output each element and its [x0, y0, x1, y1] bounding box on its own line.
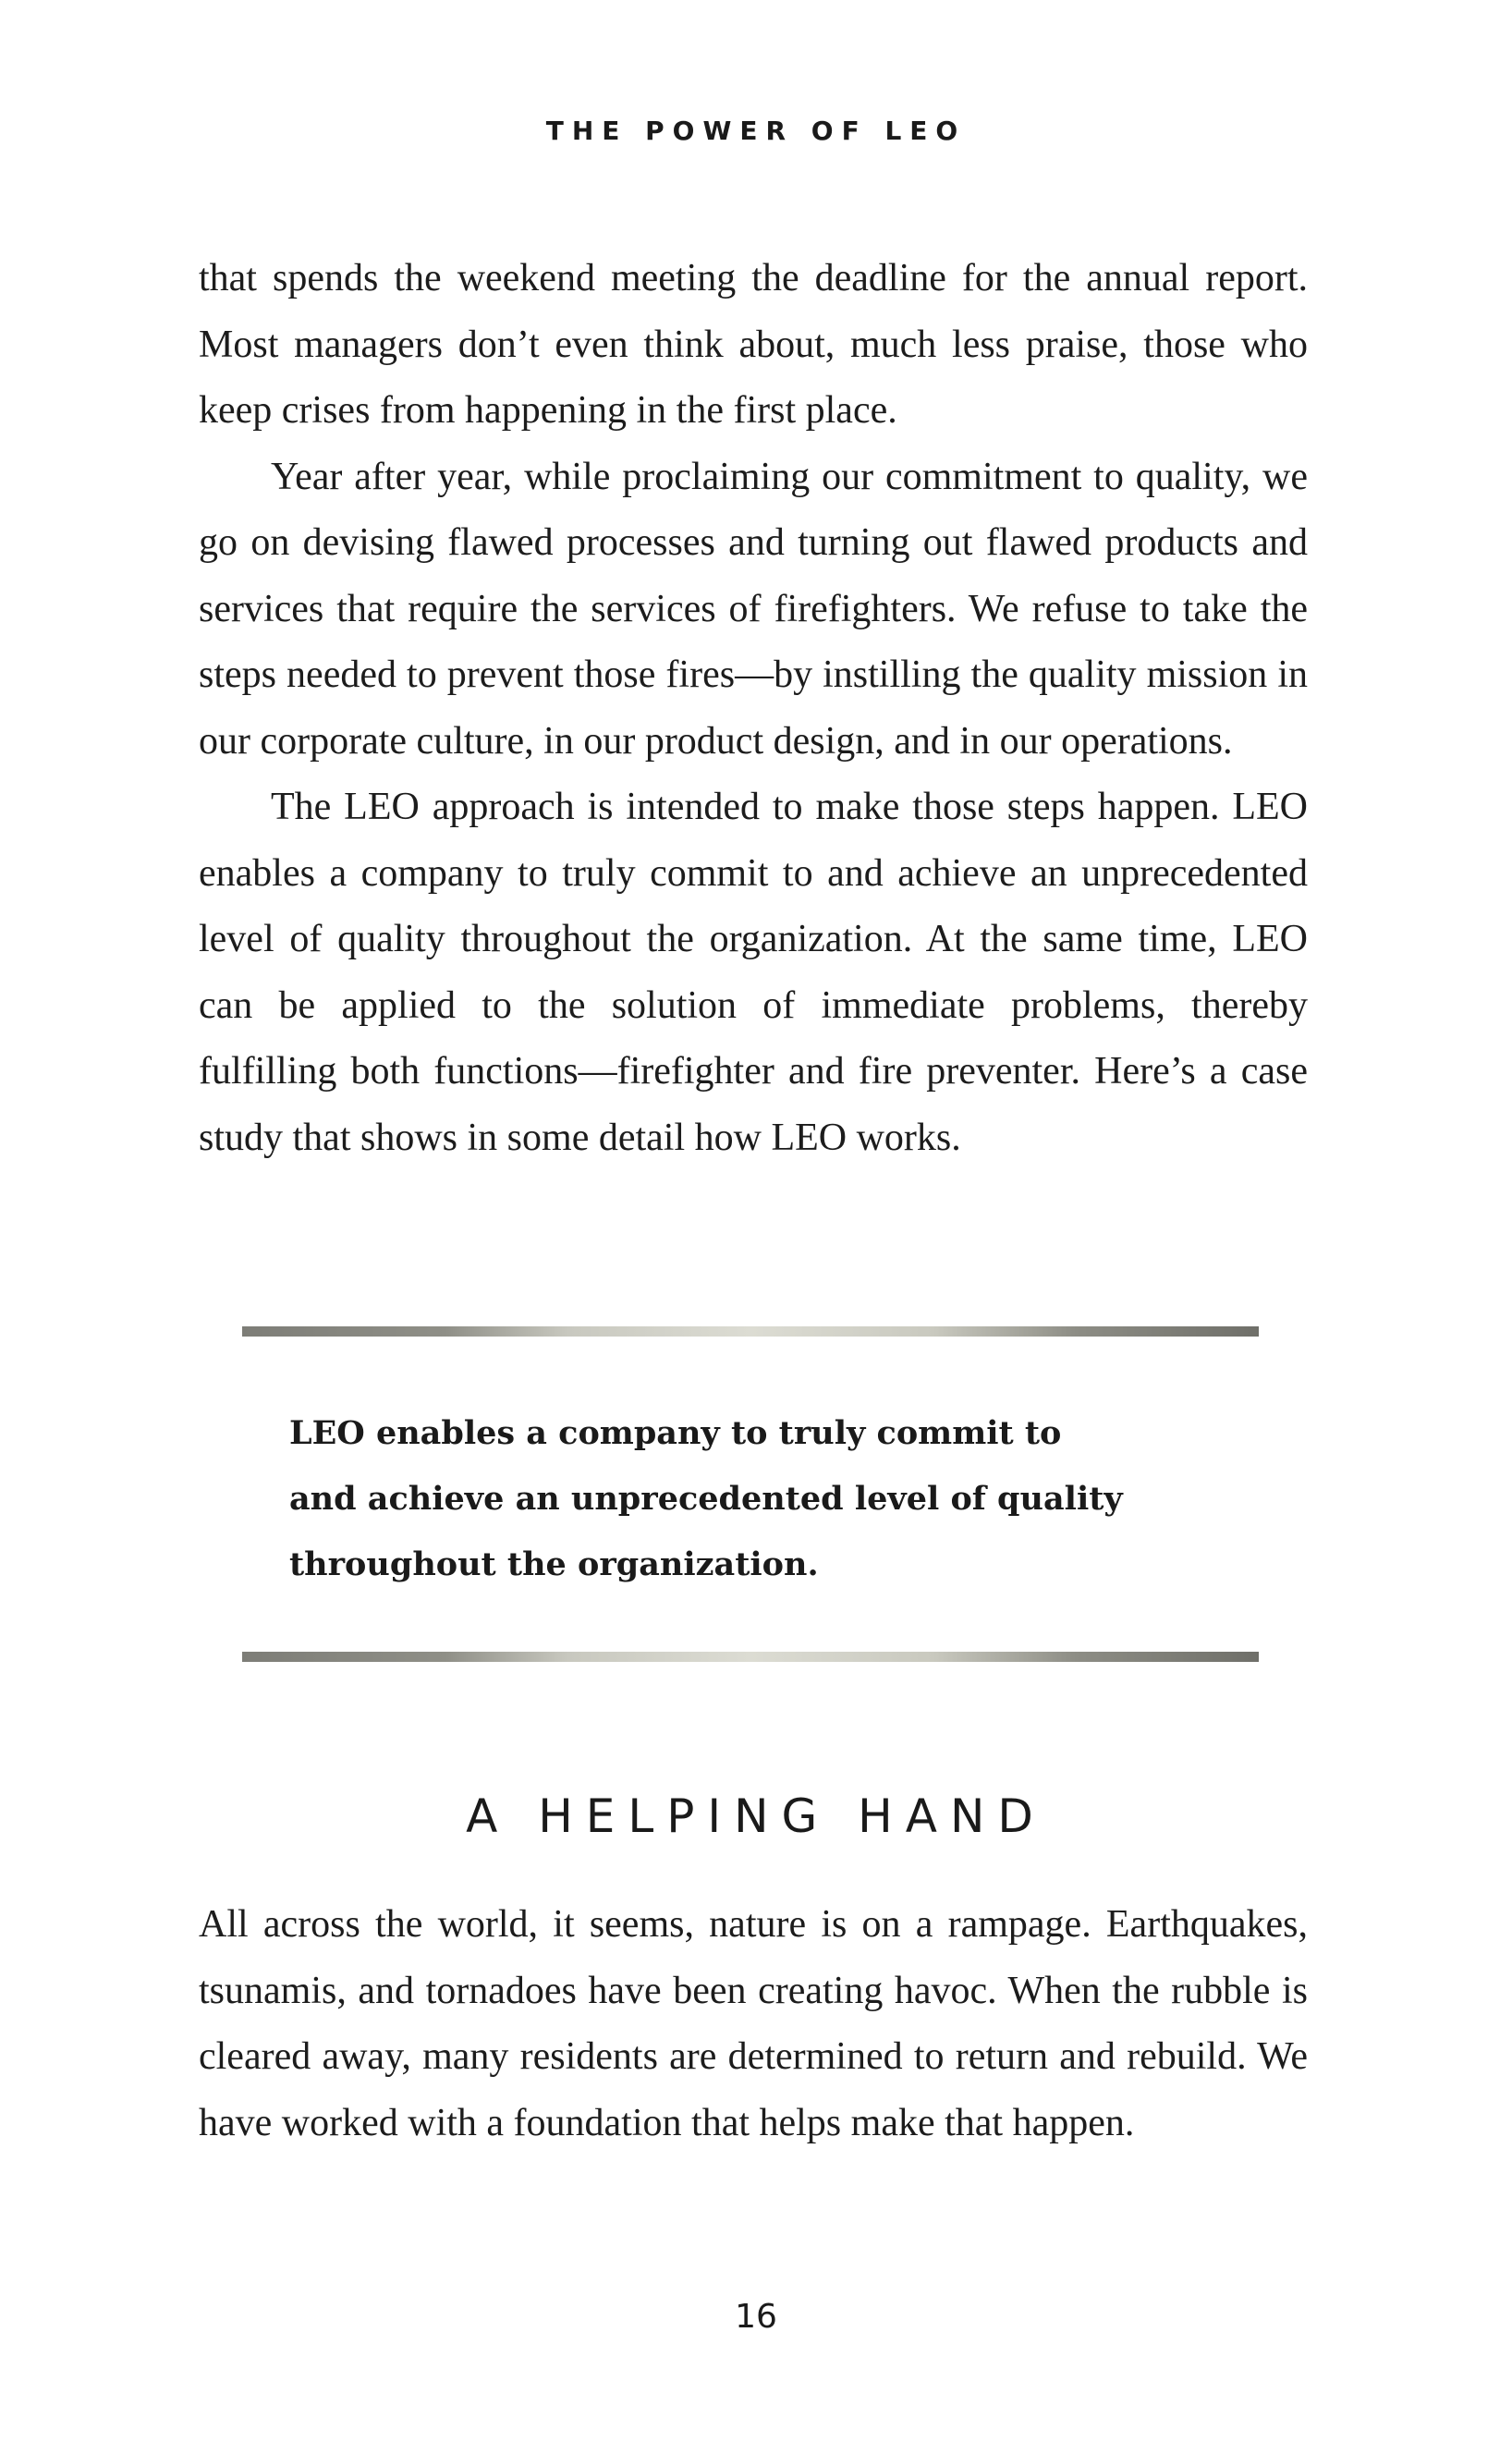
section-heading: A HELPING HAND	[466, 1789, 1046, 1843]
pullquote-line: and achieve an unprecedented level of quality	[289, 1480, 1123, 1518]
paragraph: The LEO approach is intended to make those steps happen. LEO enables a company to truly commit to and achieve an unprecedented level of quality throughout the organization. At the same time, LEO can be applied to the solution of immediate problems, thereby fulfilling both functions—firefighter and fire preventer. Here’s a case study that shows in some detail how LEO works.	[199, 786, 1308, 1159]
pullquote-top-rule	[242, 1326, 1259, 1337]
pullquote-line: throughout the organization.	[289, 1545, 819, 1583]
pullquote-line: LEO enables a company to truly commit to	[289, 1414, 1062, 1452]
pullquote-bottom-rule	[242, 1652, 1259, 1662]
running-head: THE POWER OF LEO	[545, 116, 967, 146]
body-text-bottom	[199, 1892, 1308, 2156]
paragraph: Year after year, while proclaiming our commitment to quality, we go on devising flawed processes and turning out flawed products and services that require the services of firefighters. We refuse to take the steps needed to prevent those fires—by instilling the quality mission in our corporate culture, in our product design, and in our operations.	[199, 455, 1308, 763]
paragraph: that spends the weekend meeting the deadline for the annual report. Most managers don’t even think about, much less praise, those who keep crises from happening in the first place.	[199, 257, 1308, 432]
pullquote	[289, 1400, 1213, 1597]
paragraph: All across the world, it seems, nature is on a rampage. Earthquakes, tsunamis, and tornadoes have been creating havoc. When the rubble is cleared away, many residents are determined to return and rebuild. We have worked with a foundation that helps make that happen.	[199, 1903, 1308, 2144]
page-number: 16	[735, 2298, 777, 2336]
body-text-top	[199, 246, 1308, 1171]
